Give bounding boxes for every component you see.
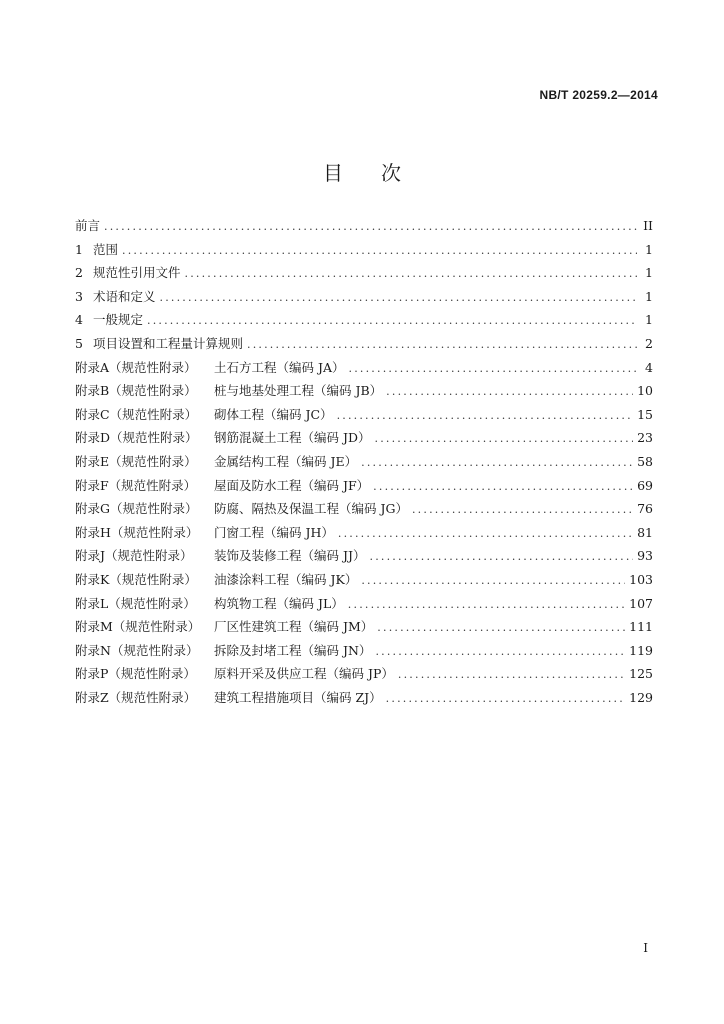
toc-entry-label: 拆除及封堵工程（编码 JN） <box>214 642 372 658</box>
toc-entry-label: 门窗工程（编码 JH） <box>214 524 334 540</box>
dot-leader <box>377 621 625 634</box>
toc-entry-item-settings[interactable] <box>75 334 653 358</box>
toc-entry-scope[interactable] <box>75 240 653 264</box>
toc-entry-number: 5 <box>75 335 83 351</box>
toc-entry-page: 103 <box>629 571 653 587</box>
toc-entry-appendix-id: 附录D（规范性附录） <box>75 430 198 446</box>
toc-entry-label: 防腐、隔热及保温工程（编码 JG） <box>214 501 408 517</box>
toc-entry-label: 金属结构工程（编码 JE） <box>214 453 358 469</box>
toc-entry-label: 装饰及装修工程（编码 JJ） <box>214 548 366 564</box>
toc-entry-label: 范围 <box>93 241 119 257</box>
toc-entry-terms-definitions[interactable] <box>75 287 653 311</box>
toc-entry-appendix-b[interactable] <box>75 381 653 405</box>
dot-leader <box>398 668 625 681</box>
dot-leader <box>247 338 637 351</box>
toc-entry-number: 3 <box>75 288 83 304</box>
toc-entry-appendix-z[interactable] <box>75 688 653 712</box>
toc-entry-page: 1 <box>645 241 653 257</box>
toc-entry-number: 1 <box>75 241 83 257</box>
toc-entry-page: 76 <box>637 501 653 517</box>
toc-entry-appendix-id: 附录K（规范性附录） <box>75 571 197 587</box>
toc-entry-appendix-id: 附录J（规范性附录） <box>75 548 193 564</box>
toc-entry-appendix-f[interactable] <box>75 476 653 500</box>
toc-entry-page: II <box>643 218 653 233</box>
dot-leader <box>349 362 637 375</box>
toc-entry-label: 屋面及防水工程（编码 JF） <box>214 477 370 493</box>
toc-entry-appendix-id: 附录A（规范性附录） <box>75 359 197 375</box>
toc-entry-appendix-id: 附录F（规范性附录） <box>75 477 197 493</box>
toc-entry-page: 1 <box>645 312 653 328</box>
toc-entry-page: 93 <box>637 548 653 564</box>
toc-entry-label: 术语和定义 <box>93 288 156 304</box>
toc-entry-label: 前言 <box>75 218 101 233</box>
toc-entry-appendix-id: 附录N（规范性附录） <box>75 642 199 658</box>
dot-leader <box>361 456 633 469</box>
toc-entry-label: 项目设置和工程量计算规则 <box>93 335 244 351</box>
toc-entry-appendix-d[interactable] <box>75 428 653 452</box>
dot-leader <box>386 692 625 705</box>
toc-entry-appendix-a[interactable] <box>75 358 653 382</box>
toc-entry-page: 1 <box>645 265 653 281</box>
toc-entry-page: 1 <box>645 288 653 304</box>
dot-leader <box>147 314 637 327</box>
toc-entry-number: 2 <box>75 265 83 281</box>
toc-entry-page: 107 <box>629 595 653 611</box>
toc-entry-page: 58 <box>637 453 653 469</box>
toc-entry-appendix-id: 附录B（规范性附录） <box>75 383 197 399</box>
toc-entry-page: 10 <box>637 383 653 399</box>
document-code: NB/T 20259.2—2014 <box>539 88 658 102</box>
dot-leader <box>338 527 633 540</box>
toc-entry-appendix-id: 附录H（规范性附录） <box>75 524 199 540</box>
toc-entry-appendix-c[interactable] <box>75 405 653 429</box>
dot-leader <box>375 645 625 658</box>
dot-leader <box>348 598 625 611</box>
toc-entry-page: 111 <box>629 619 653 635</box>
toc-entry-page: 15 <box>637 406 653 422</box>
toc-entry-foreword[interactable] <box>75 216 653 240</box>
dot-leader <box>386 385 633 398</box>
toc-entry-label: 一般规定 <box>93 312 144 328</box>
toc-entry-appendix-g[interactable] <box>75 499 653 523</box>
dot-leader <box>160 291 637 304</box>
toc-entry-page: 2 <box>645 335 653 351</box>
toc-entry-page: 4 <box>645 359 653 375</box>
toc-entry-general-provisions[interactable] <box>75 310 653 334</box>
toc-entry-appendix-j[interactable] <box>75 546 653 570</box>
toc-entry-page: 125 <box>629 666 653 682</box>
toc-entry-appendix-e[interactable] <box>75 452 653 476</box>
dot-leader <box>412 503 633 516</box>
toc-title: 目次 <box>323 161 439 185</box>
page-folio: I <box>643 941 648 955</box>
toc-entry-appendix-id: 附录G（规范性附录） <box>75 501 198 517</box>
toc-entry-page: 69 <box>637 477 653 493</box>
toc-entry-label: 桩与地基处理工程（编码 JB） <box>214 383 383 399</box>
toc-entry-page: 119 <box>629 642 653 658</box>
dot-leader <box>185 267 637 280</box>
toc-entry-normative-references[interactable] <box>75 263 653 287</box>
toc-entry-appendix-id: 附录E（规范性附录） <box>75 453 197 469</box>
toc-entry-appendix-k[interactable] <box>75 570 653 594</box>
dot-leader <box>370 550 634 563</box>
toc-entry-appendix-id: 附录C（规范性附录） <box>75 406 198 422</box>
toc-entry-page: 129 <box>629 689 653 705</box>
toc-entry-label: 钢筋混凝土工程（编码 JD） <box>214 430 371 446</box>
table-of-contents <box>75 216 653 711</box>
toc-entry-page: 81 <box>637 524 653 540</box>
toc-entry-appendix-id: 附录L（规范性附录） <box>75 595 196 611</box>
toc-entry-label: 砌体工程（编码 JC） <box>214 406 333 422</box>
dot-leader <box>375 432 634 445</box>
dot-leader <box>373 480 633 493</box>
dot-leader <box>104 220 637 233</box>
toc-entry-label: 构筑物工程（编码 JL） <box>214 595 344 611</box>
toc-entry-label: 规范性引用文件 <box>93 265 181 281</box>
toc-entry-appendix-p[interactable] <box>75 664 653 688</box>
dot-leader <box>122 244 637 257</box>
toc-entry-label: 原料开采及供应工程（编码 JP） <box>214 666 394 682</box>
toc-entry-appendix-id: 附录P（规范性附录） <box>75 666 196 682</box>
toc-entry-label: 土石方工程（编码 JA） <box>214 359 345 375</box>
toc-entry-appendix-id: 附录M（规范性附录） <box>75 619 201 635</box>
toc-entry-appendix-l[interactable] <box>75 594 653 618</box>
toc-entry-appendix-n[interactable] <box>75 641 653 665</box>
toc-entry-label: 建筑工程措施项目（编码 ZJ） <box>214 689 382 705</box>
toc-entry-number: 4 <box>75 312 83 328</box>
toc-entry-appendix-h[interactable] <box>75 523 653 547</box>
toc-entry-page: 23 <box>637 430 653 446</box>
toc-entry-appendix-id: 附录Z（规范性附录） <box>75 689 197 705</box>
toc-entry-label: 厂区性建筑工程（编码 JM） <box>214 619 374 635</box>
dot-leader <box>361 574 625 587</box>
toc-entry-appendix-m[interactable] <box>75 617 653 641</box>
dot-leader <box>337 409 634 422</box>
toc-entry-label: 油漆涂料工程（编码 JK） <box>214 571 358 587</box>
